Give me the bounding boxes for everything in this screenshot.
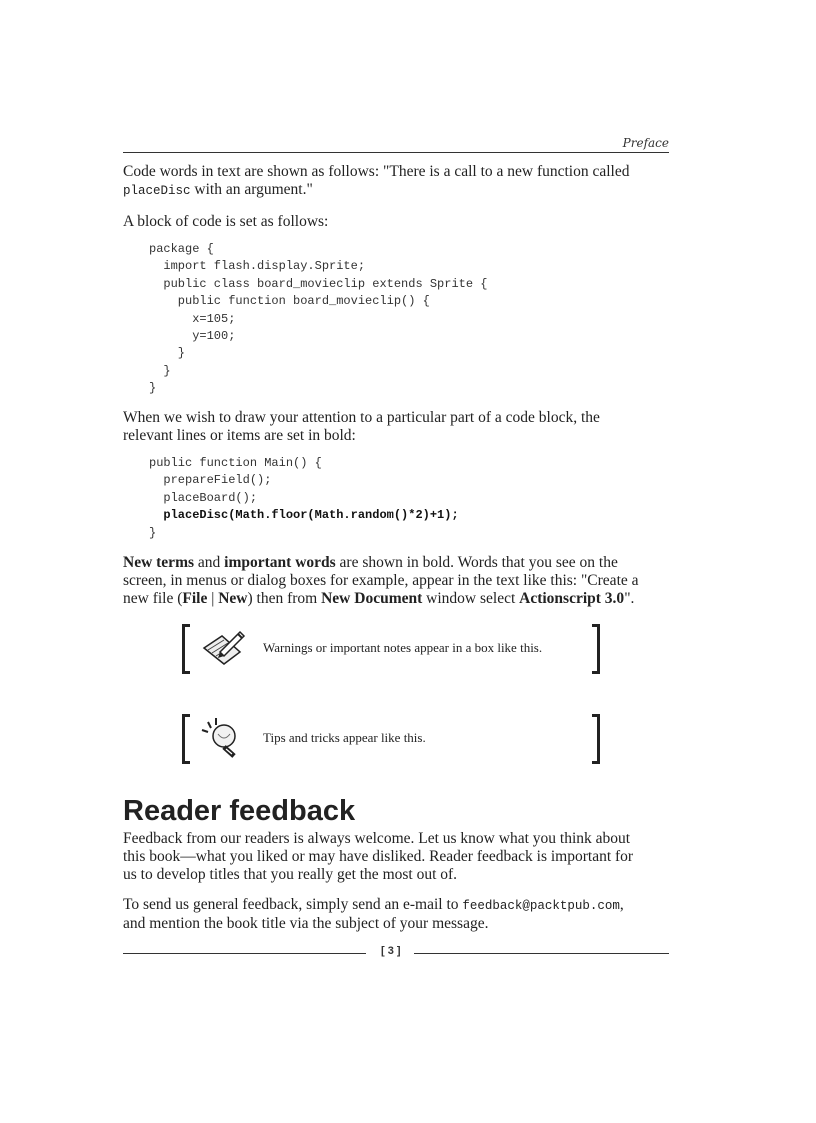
code-line: prepareField();	[149, 473, 272, 488]
bold-term: New Document	[321, 590, 423, 607]
paragraph-text: Code words in text are shown as follows: "There is a call to a new function called	[123, 163, 630, 180]
bold-term: important words	[224, 554, 336, 571]
inline-code-word: placeDisc	[123, 184, 191, 198]
paragraph-text: Feedback from our readers is always welcome. Let us know what you think about	[123, 830, 631, 847]
paragraph-text: are shown in bold. Words that you see on the	[335, 554, 618, 571]
code-line: }	[149, 363, 171, 378]
paragraph-text: A block of code is set as follows:	[123, 213, 329, 230]
bold-term: File	[182, 590, 208, 607]
section-heading: Reader feedback	[123, 795, 356, 827]
paragraph-text: ) then from	[247, 590, 322, 607]
paragraph-text: screen, in menus or dialog boxes for example, appear in the text like this: "Create a	[123, 572, 639, 589]
code-block	[149, 241, 487, 398]
paragraph-text: ,	[619, 896, 624, 913]
bold-term: New	[218, 590, 248, 607]
warning-callout	[182, 624, 600, 676]
footer-rule-right	[414, 953, 669, 954]
page-number: [ 3 ]	[381, 945, 401, 957]
code-line: package {	[149, 242, 214, 256]
code-line: }	[149, 346, 186, 361]
paragraph-text: When we wish to draw your attention to a particular part of a code block, the	[123, 409, 600, 426]
code-line: y=100;	[149, 329, 236, 344]
paragraph-text: ".	[624, 590, 635, 607]
paragraph-text: window select	[422, 590, 520, 607]
code-line: public class board_movieclip extends Sprite {	[149, 276, 488, 291]
footer-rule-left	[123, 953, 366, 954]
code-block-bold	[149, 455, 459, 542]
code-line: placeBoard();	[149, 490, 258, 505]
paragraph-feedback	[123, 830, 669, 884]
paragraph-conventions	[123, 554, 669, 608]
bracket-right	[592, 714, 600, 764]
paragraph-text: |	[207, 590, 219, 607]
paragraph-text: new file (	[123, 590, 183, 607]
bold-term: Actionscript 3.0	[519, 590, 625, 607]
paragraph-text: us to develop titles that you really get the most out of.	[123, 866, 458, 883]
code-line: public function Main() {	[149, 456, 322, 470]
paragraph-code-words	[123, 163, 669, 200]
bracket-left	[182, 714, 190, 764]
tip-callout	[182, 714, 600, 766]
lightbulb-icon	[196, 716, 248, 760]
paragraph-text: and	[194, 554, 225, 571]
bracket-right	[592, 624, 600, 674]
code-line: import flash.display.Sprite;	[149, 259, 366, 274]
bracket-left	[182, 624, 190, 674]
paragraph-text: with an argument."	[190, 181, 313, 198]
paragraph-text: this book—what you liked or may have disliked. Reader feedback is important for	[123, 848, 634, 865]
tip-text: Tips and tricks appear like this.	[263, 730, 426, 745]
paragraph-text: and mention the book title via the subject of your message.	[123, 915, 489, 932]
page-footer	[123, 945, 669, 961]
paragraph-bold-lines	[123, 409, 669, 445]
email-address: feedback@packtpub.com	[462, 899, 620, 913]
paragraph-text: relevant lines or items are set in bold:	[123, 427, 356, 444]
bold-term: New terms	[123, 554, 195, 571]
code-line: x=105;	[149, 311, 236, 326]
code-line-bold: placeDisc(Math.floor(Math.random()*2)+1);	[149, 508, 459, 523]
paragraph-email	[123, 896, 669, 933]
book-page	[123, 0, 669, 1123]
paragraph-text: To send us general feedback, simply send an e-mail to	[123, 896, 463, 913]
warning-text: Warnings or important notes appear in a box like this.	[263, 640, 543, 655]
code-line: }	[149, 381, 157, 396]
code-line: public function board_movieclip() {	[149, 294, 430, 309]
header-rule	[123, 152, 669, 153]
code-line: }	[149, 525, 157, 540]
pencil-note-icon	[196, 626, 248, 670]
paragraph-code-intro	[123, 213, 669, 231]
running-header: Preface	[622, 136, 669, 150]
